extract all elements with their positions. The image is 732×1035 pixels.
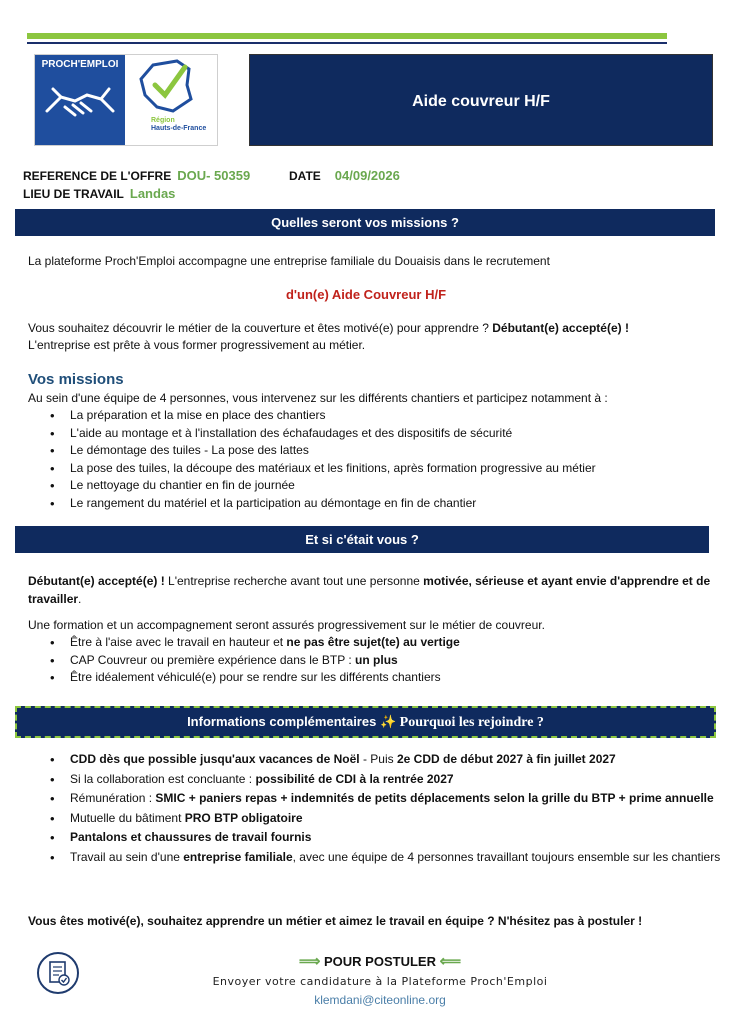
list-item (40, 810, 730, 828)
info-team-a: Travail au sein d'une (70, 849, 184, 864)
list-item (40, 771, 730, 789)
prochemploi-logo (35, 55, 125, 145)
missions-heading: Vos missions (28, 371, 124, 388)
missions-list (40, 407, 720, 512)
apply-instruction: Envoyer votre candidature à la Plateforme Proch'Emploi (212, 975, 548, 988)
offer-reference (23, 168, 250, 183)
list-item (40, 652, 720, 670)
region-line1: Région (151, 117, 175, 124)
job-title: d'un(e) Aide Couvreur H/F (285, 287, 447, 302)
list-item (40, 790, 730, 808)
section-missions-header: Quelles seront vos missions ? (15, 209, 715, 236)
closing-text: Vous êtes motivé(e), souhaitez apprendre un métier et aimez le travail en équipe ? N'hésitez pas à postuler ! (28, 914, 643, 928)
profile-text (28, 572, 732, 608)
list-item: • La pose des tuiles, la découpe des matériaux et les finitions, après formation progressive au métier (40, 460, 720, 478)
top-blue-rule (27, 42, 667, 44)
info-cdd-a: CDD dès que possible jusqu'aux vacances de Noël (70, 752, 360, 766)
france-map-icon (127, 55, 215, 117)
workplace (23, 186, 175, 201)
arrow-left-icon: ⟸ (439, 953, 462, 970)
brand-name: PROCH'EMPLOI (41, 59, 119, 70)
section-info-header (15, 706, 716, 738)
date-value: 04/09/2026 (334, 168, 400, 183)
profile-end: . (78, 592, 82, 606)
info-title-a: Informations complémentaires (187, 714, 380, 729)
handshake-icon (35, 55, 125, 145)
apply-title: POUR POSTULER (324, 954, 436, 969)
list-item: • Le nettoyage du chantier en fin de journée (40, 477, 720, 495)
info-mutual-b: PRO BTP obligatoire (184, 810, 303, 825)
page-title: Aide couvreur H/F (412, 93, 550, 110)
list-item: • L'aide au montage et à l'installation des échafaudages et des dispositifs de sécurité (40, 425, 720, 443)
formation-text: Une formation et un accompagnement seront assurés progressivement sur le métier de couvreur. (28, 618, 545, 632)
info-list (40, 751, 730, 866)
list-item: • La préparation et la mise en place des chantiers (40, 407, 720, 425)
info-cdd-c: 2e CDD de début 2027 à fin juillet 2027 (396, 752, 616, 766)
info-cdi-b: possibilité de CDI à la rentrée 2027 (255, 771, 454, 786)
section-profile-header: Et si c'était vous ? (15, 526, 709, 553)
place-label: LIEU DE TRAVAIL (23, 187, 124, 201)
place-value: Landas (129, 186, 176, 201)
missions-intro: Au sein d'une équipe de 4 personnes, vous intervenez sur les différents chantiers et participez notamment à : (28, 391, 608, 405)
intro-text: La plateforme Proch'Emploi accompagne une entreprise familiale du Douaisis dans le recrutement (28, 254, 550, 268)
ref-label: REFERENCE DE L'OFFRE (23, 169, 172, 183)
apply-heading (0, 952, 732, 970)
list-item: • Être idéalement véhiculé(e) pour se rendre sur les différents chantiers (40, 669, 720, 687)
region-line2: Hauts-de-France (151, 125, 207, 132)
info-mutual-a: Mutuelle du bâtiment (70, 810, 185, 825)
list-item (40, 751, 730, 769)
info-pay-a: Rémunération : (70, 791, 156, 805)
info-cdd-b: - Puis (359, 752, 397, 766)
arrow-right-icon: ⟹ (298, 953, 321, 970)
ref-value: DOU- 50359 (177, 168, 251, 183)
info-title-b: Pourquoi les rejoindre ? (396, 715, 544, 730)
header-title-box (249, 54, 713, 146)
region-logo (127, 55, 215, 145)
profile-beginner: Débutant(e) accepté(e) ! (28, 574, 165, 588)
info-cdi-a: Si la collaboration est concluante : (70, 771, 256, 786)
motivation-text (28, 320, 718, 337)
req-cap-b: un plus (355, 652, 398, 667)
list-item: • Le rangement du matériel et la participation au démontage en fin de chantier (40, 495, 720, 513)
profile-a: L'entreprise recherche avant tout une personne (164, 574, 424, 588)
apply-email[interactable]: klemdani@citeonline.org (314, 993, 446, 1007)
offer-date (289, 168, 400, 183)
list-item (40, 634, 720, 652)
req-height-a: Être à l'aise avec le travail en hauteur et (70, 635, 287, 649)
requirements-list (40, 634, 720, 687)
top-green-rule (27, 33, 667, 39)
req-cap-a: CAP Couvreur ou première expérience dans le BTP : (70, 652, 356, 667)
region-label (151, 117, 206, 133)
info-clothes: Pantalons et chaussures de travail fournis (70, 830, 312, 844)
profile-qualities: motivée, sérieuse et ayant envie d'apprendre et de travailler (28, 574, 711, 606)
date-label: DATE (289, 169, 321, 183)
info-team-b: entreprise familiale (183, 849, 293, 864)
info-pay-b: SMIC + paniers repas + indemnités de petits déplacements selon la grille du BTP + prime annuelle (155, 791, 714, 805)
beginner-accepted: Débutant(e) accepté(e) ! (492, 321, 629, 335)
list-item (40, 829, 730, 847)
training-text: L'entreprise est prête à vous former progressivement au métier. (28, 338, 366, 352)
list-item (40, 849, 730, 867)
list-item: • Le démontage des tuiles - La pose des lattes (40, 442, 720, 460)
motivation-a: Vous souhaitez découvrir le métier de la couverture et êtes motivé(e) pour apprendre ? (28, 321, 493, 335)
info-team-c: , avec une équipe de 4 personnes travaillant toujours ensemble sur les chantiers (292, 849, 721, 864)
req-height-b: ne pas être sujet(te) au vertige (286, 635, 460, 649)
logo (34, 54, 218, 146)
sparkle-icon: ✨ (379, 714, 397, 729)
